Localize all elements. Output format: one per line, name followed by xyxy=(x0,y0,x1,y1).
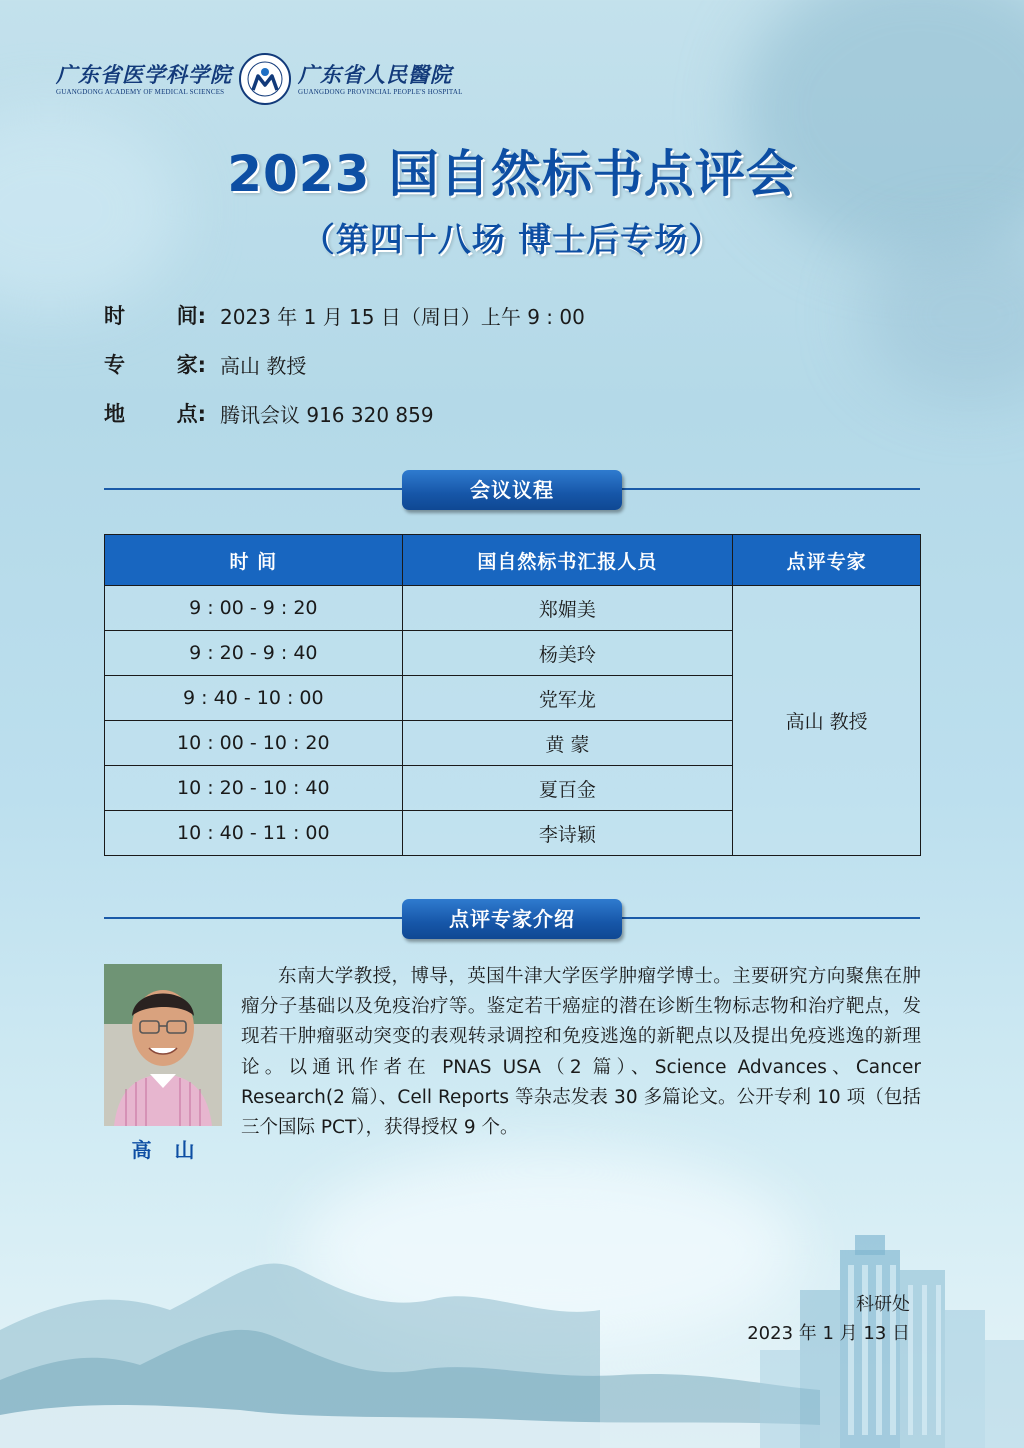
academy-logo-text xyxy=(56,62,232,96)
info-value-location: 腾讯会议 916 320 859 xyxy=(220,402,434,427)
info-row-time xyxy=(104,300,585,330)
info-label: 时 间: xyxy=(104,304,206,328)
academy-name-en: GUANGDONG ACADEMY OF MEDICAL SCIENCES xyxy=(56,88,225,96)
row-time: 9 : 20 - 9 : 40 xyxy=(105,631,403,676)
issuing-department: 科研处 xyxy=(856,1294,910,1315)
row-time: 10 : 00 - 10 : 20 xyxy=(105,721,403,766)
column-header-expert: 点评专家 xyxy=(733,535,921,586)
agenda-table xyxy=(104,534,921,856)
row-presenter: 夏百金 xyxy=(402,766,733,811)
info-value-expert: 高山 教授 xyxy=(220,353,307,378)
agenda-section-title: 会议议程 xyxy=(402,470,622,510)
expert-photo xyxy=(104,964,222,1126)
expert-name: 高 山 xyxy=(131,1138,203,1162)
info-row-location xyxy=(104,398,434,428)
info-value-time: 2023 年 1 月 15 日（周日）上午 9 : 00 xyxy=(220,304,585,329)
table-header-row xyxy=(105,535,921,586)
row-presenter: 黄 蒙 xyxy=(402,721,733,766)
info-label: 专 家: xyxy=(104,353,206,377)
page-title: 2023 国自然标书点评会 xyxy=(227,145,797,203)
expert-portrait-image xyxy=(104,964,222,1126)
row-presenter: 郑媚美 xyxy=(402,586,733,631)
page-subtitle: （第四十八场 博士后专场） xyxy=(301,220,723,259)
issue-date: 2023 年 1 月 13 日 xyxy=(747,1323,910,1344)
info-label: 地 点: xyxy=(104,402,206,426)
info-row-expert xyxy=(104,349,306,379)
hospital-name-cn: 广东省人民醫院 xyxy=(298,62,452,87)
expert-bio: 东南大学教授，博导，英国牛津大学医学肿瘤学博士。主要研究方向聚焦在肿瘤分子基础以及免疫治疗等。鉴定若干癌症的潜在诊断生物标志物和治疗靶点，发现若干肿瘤驱动突变的表观转录调控和免疫逃逸的新靶点以及提出免疫逃逸的新理论。以通讯作者在 PNAS USA（2 篇）、Science Advances、Cancer Research(2 篇）、Cell Reports 等杂志发表 30 多篇论文。公开专利 10 项（包括三个国际 PCT），获得授权 9 个。 xyxy=(241,966,921,1139)
row-time: 10 : 20 - 10 : 40 xyxy=(105,766,403,811)
row-presenter: 李诗颖 xyxy=(402,811,733,856)
hospital-name-en: GUANGDONG PROVINCIAL PEOPLE'S HOSPITAL xyxy=(298,88,463,96)
row-presenter: 党军龙 xyxy=(402,676,733,721)
row-time: 10 : 40 - 11 : 00 xyxy=(105,811,403,856)
hospital-emblem-icon xyxy=(238,52,292,106)
row-expert: 高山 教授 xyxy=(733,586,921,856)
row-time: 9 : 40 - 10 : 00 xyxy=(105,676,403,721)
column-header-presenter: 国自然标书汇报人员 xyxy=(402,535,733,586)
institution-logo-bar xyxy=(56,52,463,106)
academy-name-cn: 广东省医学科学院 xyxy=(56,62,232,87)
column-header-time: 时 间 xyxy=(105,535,403,586)
row-time: 9 : 00 - 9 : 20 xyxy=(105,586,403,631)
row-presenter: 杨美玲 xyxy=(402,631,733,676)
table-row xyxy=(105,586,921,631)
hospital-logo-text xyxy=(298,62,463,96)
expert-intro-section-title: 点评专家介绍 xyxy=(402,899,622,939)
